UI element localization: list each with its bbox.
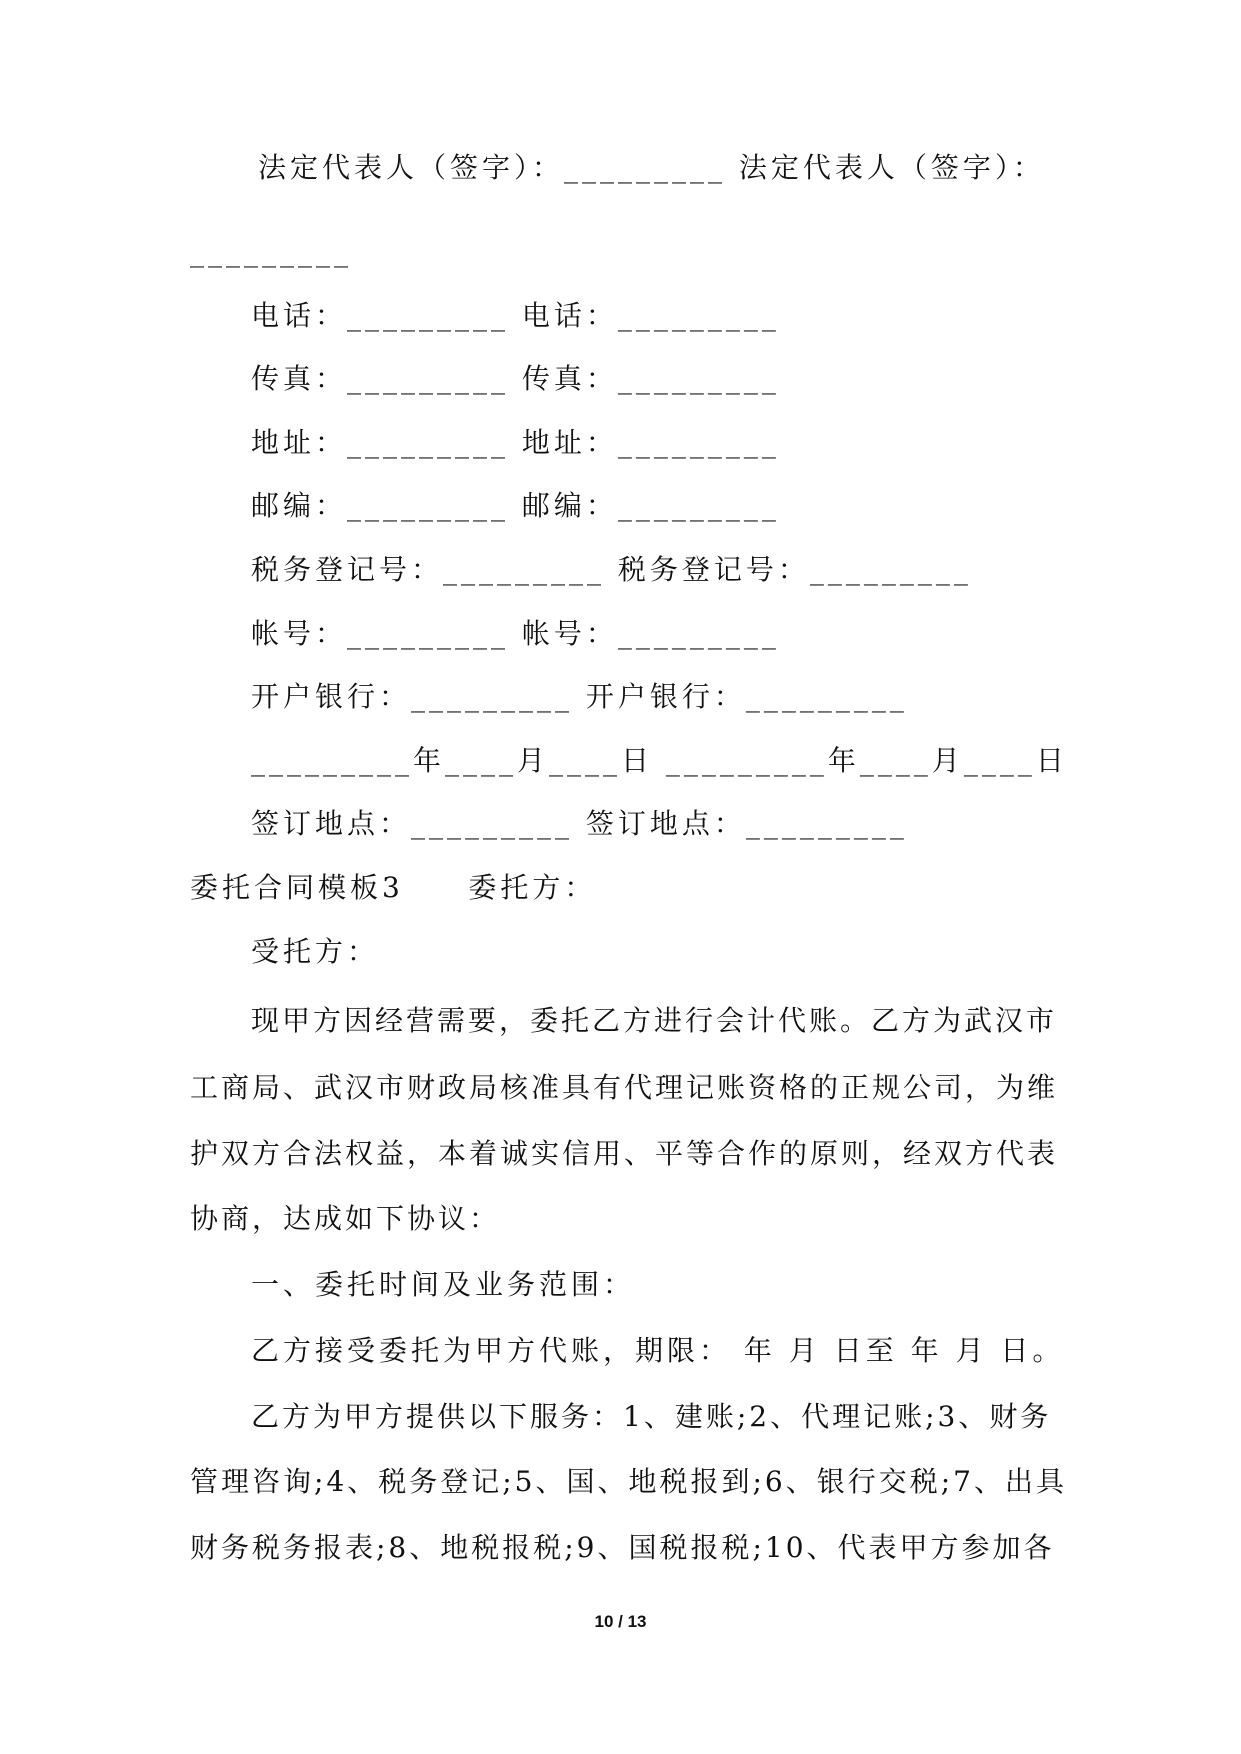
tax-registration-line: 税务登记号：_________ 税务登记号：_________ bbox=[251, 553, 972, 586]
intro-line: 工商局、武汉市财政局核准具有代理记账资格的正规公司，为维 bbox=[190, 1071, 1059, 1104]
address-line: 地址：_________ 地址：_________ bbox=[251, 426, 780, 459]
trustee-line: 受托方： bbox=[251, 935, 380, 968]
page-number: 10 / 13 bbox=[594, 1612, 647, 1631]
account-line: 帐号：_________ 帐号：_________ bbox=[251, 617, 780, 650]
intro-line: 现甲方因经营需要，委托乙方进行会计代账。乙方为武汉市 bbox=[251, 1004, 1058, 1037]
template3-heading: 委托合同模板3 委托方： bbox=[190, 871, 597, 904]
signing-place-line: 签订地点：_________ 签订地点：_________ bbox=[251, 807, 908, 840]
intro-line: 护双方合法权益，本着诚实信用、平等合作的原则，经双方代表 bbox=[190, 1137, 1059, 1170]
services-line: 乙方为甲方提供以下服务：1、建账;2、代理记账;3、财务 bbox=[251, 1400, 1052, 1433]
legal-rep-line: 法定代表人（签字）：_________ 法定代表人（签字）： bbox=[258, 151, 1045, 184]
section1-title: 一、委托时间及业务范围： bbox=[251, 1268, 636, 1301]
date-line: _________年____月____日 _________年____月____日 bbox=[251, 744, 1068, 777]
services-line: 财务税务报表;8、地税报税;9、国税报税;10、代表甲方参加各 bbox=[190, 1531, 1055, 1564]
phone-line: 电话：_________ 电话：_________ bbox=[251, 299, 780, 332]
fax-line: 传真：_________ 传真：_________ bbox=[251, 362, 780, 395]
bank-line: 开户银行：_________ 开户银行：_________ bbox=[251, 680, 908, 713]
legal-rep-line-continued: _________ bbox=[190, 235, 352, 268]
intro-line: 协商，达成如下协议： bbox=[190, 1202, 501, 1235]
services-line: 管理咨询;4、税务登记;5、国、地税报到;6、银行交税;7、出具 bbox=[190, 1465, 1067, 1498]
postcode-line: 邮编：_________ 邮编：_________ bbox=[251, 489, 780, 522]
term-line: 乙方接受委托为甲方代账，期限： 年 月 日至 年 月 日。 bbox=[251, 1334, 1065, 1367]
